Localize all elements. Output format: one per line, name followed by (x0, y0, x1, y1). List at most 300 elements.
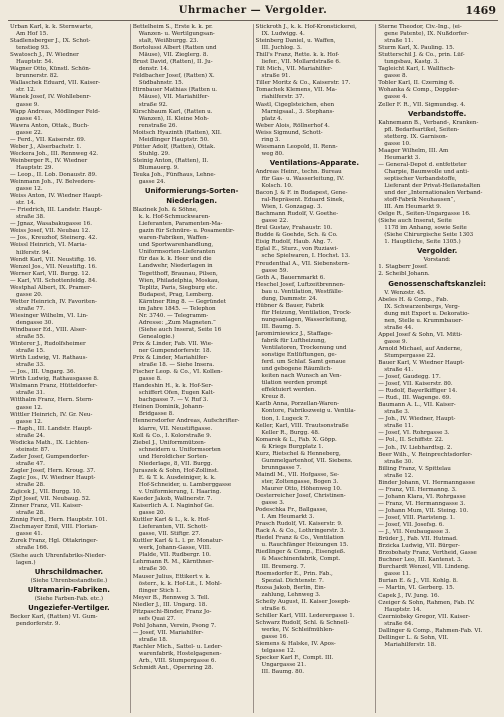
entry-continuation: platz 4. (261, 115, 283, 122)
entry-continuation: gasse 12. (16, 418, 43, 425)
section-heading: Niederlagen. (166, 197, 217, 206)
entry-continuation: straße 18. — Siehe Insera. (138, 362, 215, 369)
directory-entry: Hirnbauer Mathias (Ratten u. (132, 87, 218, 94)
directory-entry: — Johann Mum, VII. Steing. 10. (378, 507, 469, 514)
directory-entry: Westphal Albert, IX. Pramer- (10, 284, 92, 291)
directory-entry: Steinig Anton, (Ratten), II. (132, 157, 209, 164)
directory-entry: — Martin, VI. Gerberg. 15. (378, 585, 455, 592)
directory-entry: Weinmann Joh., IV. Belvedere- (10, 179, 96, 186)
entry-continuation: ral-Repräsent. Eduard Sinek, (261, 197, 345, 204)
directory-entry: Wapp Andreas, Mödlinger Feld- (10, 108, 100, 115)
entry-continuation: tungsbau, Kastg. 3. (384, 59, 440, 66)
directory-entry: Buchner Leo, III. Kantenst. 3. (378, 557, 463, 564)
directory-entry: Kurz, Rietschel & Henneberg, (255, 450, 341, 457)
directory-entry: Rack A. & Co., Lothringerstr. 3. (255, 528, 346, 535)
section-heading: Verbandstoffe. (407, 109, 467, 118)
directory-entry: Zajicek J., VII. Burgg. 10. (10, 489, 82, 496)
directory-entry: Brzicka Ludwig, VII. Bürger- (378, 543, 460, 550)
directory-entry: Weiss Anton, IV. Wiedner Haupt- (10, 193, 103, 200)
entry-continuation: waren-Fabriken, Waffen- (138, 235, 209, 242)
directory-entry: Zischmayer Emil, VIII. Florian- (10, 524, 98, 531)
directory-entry: Blazinek Joh. & Söhne, (132, 207, 198, 214)
entry-continuation: Keller R., Burgg. 48. (261, 429, 320, 436)
directory-entry: Schiller Karl, VIII. Lederergasse 1. (255, 612, 355, 619)
entry-continuation: straße 11. (384, 38, 414, 45)
directory-entry: Wenzel Jos., VII. Neustiftg. 16. (10, 263, 97, 270)
directory-entry: Budde & Goehde, Sch. & Co. (255, 232, 338, 239)
directory-entry: Scheily August, II. Kaiser Joseph- (255, 598, 351, 605)
entry-continuation: gasse 20. (16, 291, 43, 298)
directory-entry: Oelge R., Seiten-Ungargasse 16. (378, 211, 471, 218)
section-heading: Ungeziefer-Vertilger. (28, 603, 110, 612)
entry-continuation: Maurer Otto, Höhenweg 10. (261, 486, 342, 492)
entry-continuation: denstr. 14. (138, 66, 169, 73)
directory-entry: Zeller F. R., VII. Sigmundsg. 4. (378, 101, 466, 108)
entry-continuation: gasse 22. (16, 129, 43, 136)
directory-entry: — Raph., III. Landstr. Haupt- (10, 425, 93, 432)
entry-continuation: Wanzen), II. Kleine Moh- (138, 115, 209, 122)
entry-continuation: straße 6. (261, 605, 287, 612)
entry-continuation: III. Baumg. 5. (261, 323, 301, 330)
directory-entry: — Rudolf, Bayerlkiffiger 14. (378, 388, 458, 395)
entry-continuation: Hof-Schneider, u. Lamberggasse (138, 481, 232, 488)
directory-entry: Juraszek & Sohn, Hof-Zollinst. (132, 467, 219, 474)
entry-continuation: gasse 59. (261, 267, 289, 274)
directory-entry: Wagner Otto, Künstl. Schön- (10, 66, 91, 73)
directory-entry: Pitzpaschi-Binder, Franz Jo- (132, 608, 212, 615)
directory-entry: Kaiserlich A. I. Naginhof Ge. (132, 503, 214, 510)
entry-continuation: gasse, VII. Stiftgr. 27. (138, 531, 201, 538)
directory-entry: Andreas Heinr., techn. Bureau (255, 168, 342, 175)
entry-continuation: pfl. Bedarfsartikel, Seiten- (384, 126, 460, 133)
entry-continuation: ster, Zoltengasse, Bogen 3. (261, 478, 339, 485)
directory-entry: Brul Gustav, Frahaustr. 10. (255, 225, 333, 232)
entry-continuation: werk, Johann-Gasse, VIII. (138, 545, 211, 552)
columns-container (8, 24, 498, 713)
section-heading: Ventilations-Apparate. (269, 158, 360, 167)
directory-entry: Bettelheim S., Erste k. k. pr. (132, 24, 213, 30)
entry-continuation: straße 28. (16, 510, 45, 517)
entry-continuation: k. k. Hof-Schmuckwaren- (138, 214, 211, 221)
entry-continuation: schiffert Ofen, Eugen Kalt- (138, 390, 215, 397)
directory-entry: Wiesinger Wilhelm, VI. Lin- (10, 312, 88, 319)
entry-continuation: III. Baumg. 80. (261, 669, 305, 676)
directory-entry: Bauer Karl, V. Wiedner Haupt- (378, 359, 465, 366)
entry-continuation: Meidlinger Hauptstr. 50. (138, 136, 209, 143)
directory-entry: Pohl Johann, Verein, Psong 7. (132, 622, 217, 629)
directory-entry: Weber Alois, Röllnerhof 4. (255, 122, 330, 129)
directory-entry: Fischer Leop. & Co., VI. Kollen- (132, 369, 223, 376)
entry-continuation: gasse 9. (384, 338, 408, 345)
section-note: Vorstand: (423, 257, 451, 264)
directory-entry: Teuka Joh., Fünfhaus, Lehne- (132, 171, 216, 178)
entry-continuation: straße 91. (261, 73, 291, 80)
entry-continuation: Bridgasse 8. (138, 411, 174, 418)
entry-continuation: Niederlage, 8, VII. Burgg. (138, 460, 213, 467)
directory-entry: Schmidt Ant., Opernring 28. (132, 665, 214, 672)
entry-continuation: lagen.) (16, 559, 36, 566)
directory-entry: Becker Karl, (Ratten) VI. Gum- (10, 613, 98, 620)
section-heading: Vergolder. (416, 247, 458, 256)
entry-continuation: flinger Stich 1. (138, 587, 181, 594)
directory-entry: Riedlinger & Comp., Eisengieß. (255, 549, 346, 556)
entry-continuation: 1178 im Anhang, sowie Seite (384, 225, 467, 232)
directory-entry: Kuttler Karl & L. l. pr. Monatur- (132, 538, 224, 545)
entry-continuation: und der „Internationalen Verband- (384, 190, 483, 197)
directory-entry: Brüder J., Fab. VII. Hutmad. (378, 536, 458, 543)
entry-continuation: gasse 4. (384, 94, 408, 101)
directory-entry: — Rud., III. Wagenge. 69. (378, 395, 451, 402)
directory-entry: — Josef, Gaudegg. 17. (378, 374, 441, 381)
entry-continuation: Blumauerg. 9. (138, 164, 179, 171)
entry-continuation: gasse 22. (261, 218, 289, 225)
page-number: 1469 (465, 4, 496, 17)
header-title: Uhrmacher — Vergolder. (178, 5, 328, 16)
directory-entry: — Friedrich, III. Landstr. Haupt- (10, 207, 103, 214)
directory-entry: Zinner Franz, VII. Kaiser- (10, 503, 83, 510)
column-3 (254, 24, 377, 713)
entry-continuation: sche Spielwaren, I. Hochst. 13. (261, 253, 351, 260)
directory-entry: Meyer B., Rennweg 3. Tell. (132, 594, 210, 601)
entry-continuation: IX. Schwarzenbergs, Verg- (384, 303, 460, 310)
entry-continuation: Kärntner Ring 8. — Gegründet (138, 298, 226, 305)
entry-continuation: dung, Dammstr. 24. (261, 295, 318, 302)
directory-entry: Werner Karl, VII. Burgg. 12. (10, 270, 91, 277)
entry-continuation: nen, Stelle u. Krummbauer- (384, 317, 463, 324)
entry-continuation: stoff-Fabrik Neuhausen“, (384, 197, 456, 204)
entry-continuation: warenfabrik, Hostelgagenen- (138, 651, 222, 658)
directory-entry: Roemsdorfer E., Prin. Fab., (255, 570, 333, 577)
directory-entry: Appel Josef & Sohn, VI. Mitti- (378, 331, 463, 338)
entry-continuation: werke, IV. Schleifmühlen- (261, 626, 334, 633)
directory-entry: Steinberg Daniel, u. Waffen, (255, 38, 336, 45)
directory-entry: Wanek Josef, IV. Wohllebenr- (10, 94, 92, 101)
entry-continuation: E. & T. k. Ausdeiniger, k. k. (138, 474, 216, 481)
directory-entry: Feldbacher Josef, (Ratten) X. (132, 73, 215, 80)
directory-entry: Ziebel J., Uniformmützen- (132, 439, 206, 446)
directory-entry: Bortolussi Albert (Ratten und (132, 45, 217, 52)
directory-entry: Zagler Josef, Hern. Kroug. 37. (10, 467, 96, 474)
entry-continuation: (Siehe auch Inserat, Seite 16 (138, 326, 222, 333)
entry-continuation: dung mit Export u. Dekoratio- (384, 310, 470, 317)
directory-entry: Stadlensberger J., IX. Schot- (10, 38, 91, 45)
directory-entry: Weckera Joh., III. Rennweg 42. (10, 150, 99, 157)
entry-continuation: nungsanlagen, Wasserleitung, (261, 316, 347, 323)
entry-continuation: gasse 20. (138, 510, 166, 517)
directory-entry: — Jos., III. Ungarg. 36. (10, 369, 76, 376)
directory-entry: Kirschbaum Karl, (Ratten u. (132, 108, 213, 115)
directory-entry: — J., VII. Neubaugasse 3. (378, 529, 451, 536)
entry-continuation: Lieferant der Privat-Heilanstalten (384, 182, 481, 189)
column-4 (376, 24, 498, 713)
directory-entry: Bacon J. & F. in Budapest, Gene- (255, 190, 348, 197)
entry-continuation: Tegetthoff, Braunau, Pilsen, (138, 270, 218, 277)
directory-entry: Pütter Adolf, (Ratten), Ottak. (132, 143, 216, 150)
entry-continuation: zahlung, Lehnweg 3. (261, 591, 321, 598)
directory-entry: Beer Wilh., V. Reinprechtsdorfer- (378, 451, 473, 458)
directory-entry: Dellinger L. & Sohn, VII. (378, 634, 449, 641)
directory-entry: Stickroth J., k. k. Hof-Kronstickerei, (255, 24, 357, 30)
entry-continuation: straße 55. (16, 334, 45, 341)
entry-continuation: dengasse 30. (16, 319, 54, 326)
entry-continuation: Stumpergasse 22. (384, 352, 436, 359)
directory-entry: — General-Depot d. entfetteter (378, 161, 467, 168)
directory-entry: Tobler Karl, II. Czerning 6. (378, 80, 455, 87)
entry-continuation: hilferstr. 94. (16, 249, 51, 256)
entry-continuation: gazin für Schnüre- u. Posamentir- (138, 228, 235, 235)
entry-continuation: Gummelgartenhof, VII. Siebens. (261, 457, 353, 464)
entry-continuation: klarre, VII. Neustiftgasse. (138, 425, 213, 432)
section-note: (Siehe Uhrenbestandteile.) (30, 577, 108, 584)
column-1 (8, 24, 131, 713)
directory-entry: — Josef, VI. Rohrgasse 3. (378, 430, 450, 437)
entry-continuation: gasse 11. (384, 571, 411, 578)
entry-continuation: Plalde, VII. Rudbergr. 10. (138, 552, 211, 559)
directory-entry: Tagleicht Karl, I. Wallfisch- (378, 66, 455, 73)
directory-entry: Wetter Heinrich, IV. Favoriten- (10, 298, 97, 305)
entry-continuation: straße 30. (138, 566, 168, 573)
entry-continuation: Kolsch. 10. (261, 182, 293, 189)
directory-entry: Goth A., Bauernmarkt 6. (255, 274, 326, 281)
directory-entry: Wittler Heinrich, IV. Gr. Neu- (10, 411, 93, 418)
directory-entry: Podeschka Fr., Ballgasse, (255, 507, 328, 514)
entry-continuation: straße 11. (384, 423, 414, 430)
directory-entry: — Franz, VI. Hermanngasse 3. (378, 500, 466, 507)
directory-entry: Wiesmann Leopold, II. Renn- (255, 143, 338, 150)
entry-continuation: gasse 41. (16, 115, 43, 122)
entry-continuation: gasse 24. (138, 179, 166, 186)
entry-continuation: und Sportwarenhandlung, (138, 242, 214, 249)
entry-continuation: gasse 12. (16, 186, 43, 193)
directory-entry: Urban Karl, k. k. Sternwarte, (10, 24, 93, 30)
entry-continuation: Marnigsaal., 3. Stephans- (261, 108, 335, 115)
entry-continuation: sefs Quai 27. (138, 615, 176, 622)
entry-continuation: straße 92. (138, 101, 168, 108)
section-note: (Siehe Farben-Fab. etc.) (34, 595, 104, 602)
entry-continuation: Mariahilferstr. 18. (384, 641, 436, 648)
directory-entry: Rachler Mich., Sattel- u. Leder- (132, 643, 223, 650)
entry-continuation: straße 77. (16, 305, 45, 312)
directory-entry: — Josef, VII. Josefsg. 6. (378, 522, 445, 529)
directory-entry: Freudenthal A., VII. Siebenstern- (255, 260, 350, 267)
directory-entry: Czerniobsky Gregor, VII. Kaiser- (378, 613, 471, 620)
directory-entry: Wawra Anton, Ottak., Buch- (10, 122, 90, 129)
section-heading: Uniformierungs-Sorten- (144, 187, 239, 196)
directory-entry: Heschel Josef, Luftzeitbrennen- (255, 281, 345, 288)
directory-entry: Komarek & L., Fab. X. Göpp. (255, 436, 337, 443)
entry-continuation: Ungargasse 21. (261, 662, 307, 669)
entry-continuation: ner Gumpendorferstr. 18. (138, 348, 212, 355)
entry-continuation: für das k. k. Heer und die (138, 256, 212, 263)
entry-continuation: Wien, I. Gonzagag. 3. (261, 204, 323, 211)
entry-continuation: Hauptstr. 29. (16, 164, 54, 171)
entry-continuation: (Siehe Chirurgische Seite 1303 (384, 232, 474, 239)
entry-continuation: Genealogie.) (138, 333, 175, 340)
entry-continuation: straße 166. (16, 545, 49, 552)
entry-continuation: IX. Ludwigg. 4. (261, 31, 305, 38)
entry-continuation: gasse 3. (261, 500, 285, 507)
entry-continuation: 1. Hauptliche, Seite 1305.) (384, 239, 461, 246)
directory-entry: Windbauer Ed., VIII. Alser- (10, 327, 87, 334)
entry-continuation: III. Juchlog. 3. (261, 45, 302, 52)
directory-entry: Wallaschek Eduard, VII. Kaiser- (10, 80, 101, 87)
entry-continuation: tion, I. Lugeck 7. (261, 415, 310, 422)
directory-entry: Keller, Karl, VIII. Trautsonstraße (255, 422, 349, 429)
entry-continuation: gene Patente), IX. Nußdorfer- (384, 31, 469, 38)
directory-entry: 1. Stagberr Josef. (378, 264, 428, 271)
directory-entry: Kaeder Jakob, Wallnerstr. 7. (132, 496, 213, 502)
directory-entry: Eisig Rudolf, Haub. Ahg. 7. (255, 239, 333, 246)
directory-entry: (Siehe auch Uhrenfabriks-Nieder- (10, 552, 107, 559)
directory-entry: Wastl, Cigeglsteichen, ehen (255, 101, 335, 108)
entry-continuation: tilation werden prompt (261, 380, 328, 387)
directory-entry: — Leop., II. Lob. Donaustr. 89. (10, 171, 97, 178)
directory-entry: — Jos., Kreuzhof, Steinerg. 42. (10, 235, 98, 242)
directory-entry: Rozsa Jakob, Berlin, Ein- (255, 584, 326, 591)
entry-continuation: Südbahnstr. 15. (138, 80, 184, 87)
entry-continuation: gasse 10. (384, 140, 411, 147)
directory-entry: Prix & Linder, Mariahilfer- (132, 355, 209, 362)
directory-entry: Prasch Rudolf, VI. Kaiserstr. 9. (255, 521, 343, 528)
entry-continuation: ferd. um Schlaf. Samt genaue (261, 359, 346, 366)
entry-continuation: straße 12. (384, 472, 414, 479)
directory-entry: Siemens & Halske, IV. Apos- (255, 641, 336, 648)
entry-continuation: straße 33. (16, 362, 45, 369)
directory-entry: Witthalm Franz, Hern. Stern- (10, 397, 94, 404)
entry-continuation: straße 30. (384, 458, 414, 465)
directory-entry: Eglal E., Sturz., von Ruziawi- (255, 246, 339, 253)
section-heading: Ultramarin-Fabriken. (27, 585, 110, 594)
directory-entry: Wislmann Franz, Hütteldorfer- (10, 383, 98, 390)
directory-entry: — Karl, VII. Schottenfeldg. 84. (10, 277, 98, 284)
entry-continuation: Hauptstr. 14. (384, 606, 422, 613)
directory-entry: — Joh., IV. Liebhardtsg. 2. (378, 444, 453, 451)
directory-entry: Binder Johann, VI. Hermanngasse (378, 479, 475, 486)
entry-continuation: & Maschinenfabrik, Compt. (261, 556, 341, 563)
directory-entry: Kahnemann B., Verband-, Kranken- (378, 119, 479, 126)
entry-continuation: Mäuse), VII. Zieglerg. 8. (138, 52, 209, 59)
entry-continuation: telgasse 12. (261, 648, 296, 655)
directory-entry: Swatosch J., IV. Wiedner (10, 52, 79, 59)
entry-continuation: Charpie, Baumwolle und anti- (384, 168, 469, 175)
entry-continuation: gasse 41. (16, 531, 43, 538)
entry-continuation: bachgasse 7. — V. Ruf 3. (138, 397, 209, 404)
entry-continuation: Uniformsorten-Lieferanten (138, 249, 216, 256)
directory-entry: — Johann Klara, VI. Rohrgasse (378, 493, 466, 500)
directory-entry: Zinnig Ferd., Hern. Hauptstr. 101. (10, 517, 108, 524)
entry-continuation: gasse 12. (16, 404, 43, 411)
entry-continuation: und Heroldicher Sorten- (138, 453, 209, 460)
directory-entry: Oesterreicher Josef, Christinen- (255, 493, 346, 500)
directory-entry: Lehrmann R. M., Kärnthner- (132, 559, 214, 566)
entry-continuation: straße 31. (16, 390, 45, 397)
directory-entry: Heinen Dominik, Johann- (132, 404, 204, 411)
entry-continuation: straße 44. (384, 324, 414, 331)
directory-entry: — Josef, VIII. Piaristeng. 1. (378, 515, 455, 521)
directory-entry: 2. Scheibl Johann. (378, 271, 430, 278)
entry-continuation: straße 18. (138, 636, 168, 643)
entry-continuation: stetterg. IX. Garnison- (384, 133, 448, 140)
entry-continuation: Spezial. Dichtenstr. 7. (261, 577, 324, 584)
entry-continuation: Wanzen- u. Wertilgungsan- (138, 31, 215, 38)
entry-continuation: bau u. Ventilation, Westfälle- (261, 288, 344, 295)
directory-entry: Wohanka & Comp., Doppler- (378, 87, 460, 94)
directory-entry: Wodicka Math., IX. Lichten- (10, 439, 90, 446)
entry-continuation: brunngasse 7. (261, 464, 302, 471)
entry-continuation: u. Rauchfänger Heizungen 15. (261, 542, 349, 549)
directory-entry: Tiller Moritz & Co., Kaiserstr. 17. (255, 80, 351, 87)
directory-entry: Winterer J., Rudolfsheimer (10, 341, 86, 348)
directory-entry: Koll & Co., I. Kolorstraße 9. (132, 432, 212, 439)
entry-continuation: fabrik für Luftheizung, (261, 338, 327, 345)
entry-continuation: straße 47. (16, 460, 45, 467)
directory-entry: Niedler J., III. Ungarg. 18. (132, 601, 208, 608)
directory-entry: — Ferd., VII. Kaiserstr. 69. (10, 136, 86, 143)
column-2 (131, 24, 254, 713)
directory-entry: Zurek Franz, Hgl. Ottakringer- (10, 538, 98, 545)
entry-continuation: V. Wenzstr. 45. (384, 289, 426, 296)
directory-entry: Specker Karl F., Compt. III. (255, 655, 334, 662)
directory-entry: Riedel Franz & Co., Ventilation (255, 535, 344, 542)
directory-entry: Maindl M., VII. Hofgasse, Se- (255, 471, 340, 478)
directory-entry: Sturm Karl, X. Pauling. 15. (378, 45, 455, 52)
entry-continuation: Ventilatoren, Trockenung und (261, 345, 347, 352)
entry-continuation: brunnerstr. 82. (16, 73, 59, 80)
entry-continuation: Hauptstr. 54. (16, 59, 54, 66)
entry-continuation: gasse 16. (261, 633, 289, 640)
entry-continuation: straße 41. (384, 367, 414, 374)
directory-entry: — Josef, VII. Kaiserstr. 80. (378, 381, 453, 388)
entry-continuation: und gebogene Räumlich- (261, 366, 333, 373)
entry-continuation: Budapest, Prag, Lemberg. (138, 291, 214, 298)
entry-continuation: straße 28. (16, 482, 45, 489)
directory-entry: Baumann A. L., VII. Kaiser- (378, 402, 456, 409)
directory-entry: Brust David, (Ratten), II. Ju- (132, 59, 213, 66)
entry-continuation: liefer., VII. Mollardstraße 6. (261, 59, 341, 66)
entry-continuation: Teplitz, Paris, Siegburg etc. (138, 284, 218, 291)
entry-continuation: gasse 8. (384, 73, 408, 80)
section-heading: Genossenschaftskanzlei: (388, 279, 486, 288)
directory-entry: Burchardt Wenzel, VII. Lindeng. (378, 564, 470, 571)
directory-entry: Burian E. & J., VII. Kohlg. 8. (378, 578, 458, 585)
entry-continuation: straße 64. (384, 620, 414, 627)
entry-continuation: Arb., VIII. Stumpergasse 6. (138, 658, 217, 665)
page-header (8, 4, 498, 21)
directory-entry: Capek J., IV. Jung. 16. (378, 592, 440, 599)
entry-continuation: weg 80. (261, 150, 284, 157)
directory-entry: Wendt Karl, VII. Neustiftg. 16. (10, 256, 97, 263)
directory-entry: Billing Franz, V. Spittelau (378, 465, 451, 472)
directory-entry: Thill's Franz, Rette. k. k. Hof- (255, 52, 340, 59)
entry-continuation: III. Am Heumarkt 9. (384, 204, 442, 211)
directory-entry: Mauser Julius, Ettikert v. k. (132, 573, 211, 580)
entry-continuation: stalt, Weißburgg. 23. (138, 38, 199, 45)
directory-entry: Handeshin H., k. k. Hof-Ser- (132, 383, 213, 390)
entry-continuation: str. 14. (16, 200, 36, 207)
directory-entry: Stutterschil J. & Co., prin. Lüf- (378, 52, 465, 59)
directory-entry: — Franz, VII. Hermanng. 3. (378, 486, 457, 493)
entry-continuation: riahilferstr. 37. (261, 94, 305, 101)
entry-continuation: gasse 9. (16, 101, 40, 108)
directory-entry: Moitsch Hyazinth (Ratten), XII. (132, 129, 222, 136)
entry-continuation: schneidern u. Uniformsorten (138, 446, 221, 453)
entry-continuation: & Kriegs Burgplatz 1. (261, 443, 324, 450)
entry-continuation: ring 3. (261, 136, 281, 143)
directory-entry: Zader Josef, Gumpendorfer- (10, 453, 90, 460)
section-heading: Uhrschildmacher. (34, 567, 103, 576)
entry-continuation: für Gas- u. Wasserleitung, IV. (261, 175, 344, 182)
entry-continuation: gasse 8. (138, 376, 162, 383)
